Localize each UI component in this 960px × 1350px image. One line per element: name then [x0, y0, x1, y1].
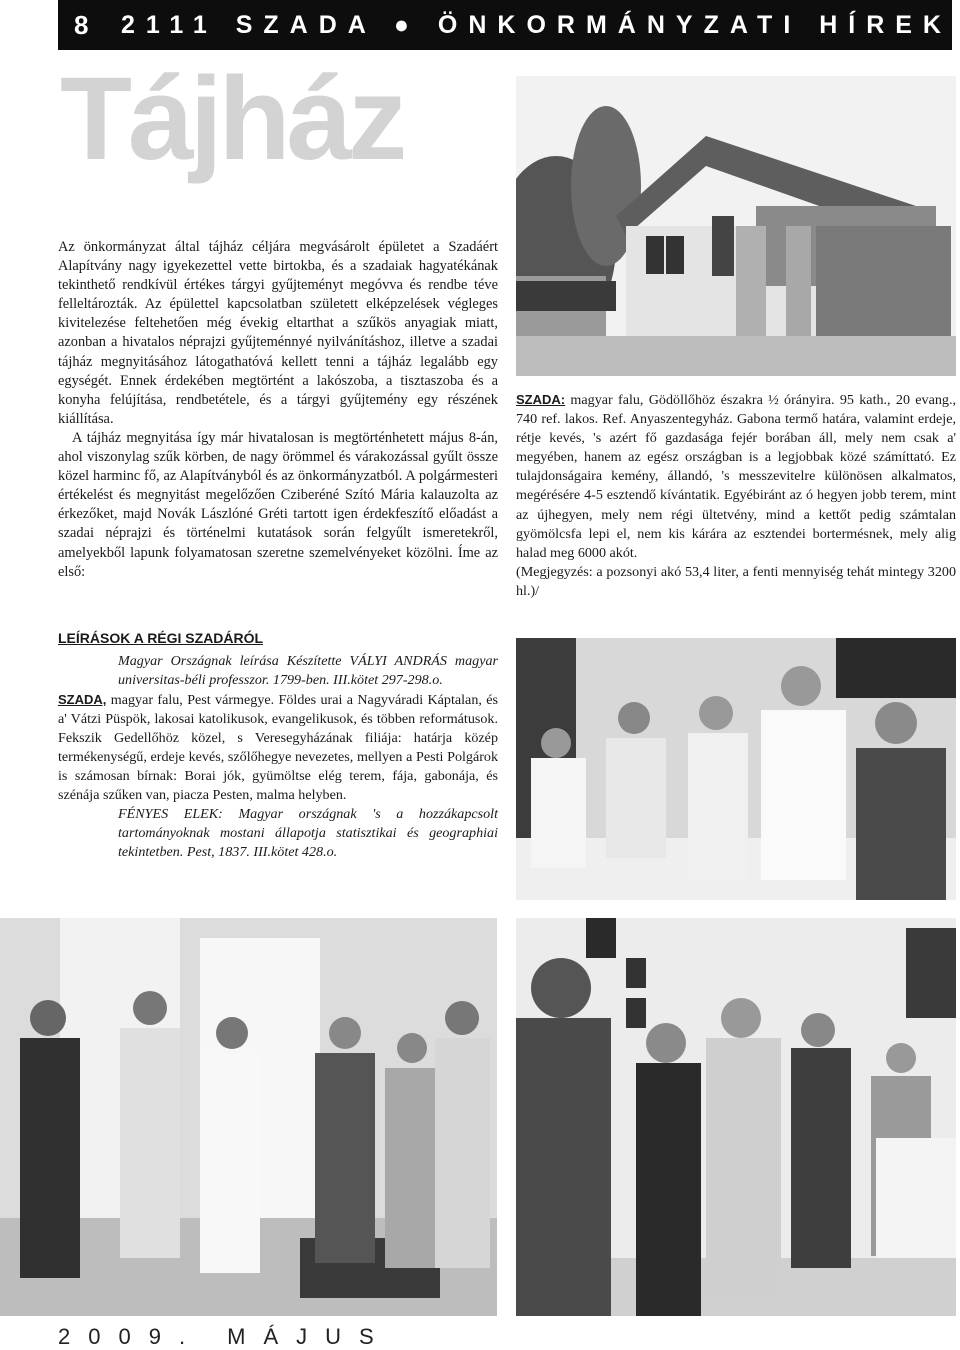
header-title: 2111 SZADA ● ÖNKORMÁNYZATI HÍREK	[120, 10, 952, 39]
article-paragraph: Az önkormányzat által tájház céljára megvásárolt épületet a Szadáért Alapítvány nagy igyekezettel vette birtokba, és a szadaiak hagyatékának tekinthető rendkívül értékes tárgyi gyűjteményt megóvva és rendbe téve felleltározták. Az épülettel kapcsolatban született elképzelések végleges kivitelezése feltehetően még évekig eltarthat a szűkös anyagiak miatt, azonban a hivatalos néprajzi gyűjteménnyé nyilvánításhoz, illetve a szadai tájház megnyitásához látogathatóvá kellett tenni a tájház legalább egy egységét. Ennek érdekében megtörtént a lakószoba, a tisztaszoba és a konyha felújítása, rendbetétele, és a tárgyi gyűjtemény egy részének kiállítása.	[58, 239, 498, 427]
source-citation: Magyar Országnak leírása Készítette VÁLYI ANDRÁS magyar universitas-béli professzor. 1799-ben. III.kötet 297-298.o.	[118, 653, 498, 688]
article-body	[58, 238, 498, 582]
entry-keyword: SZADA,	[58, 692, 107, 707]
page-header	[58, 0, 952, 50]
article-title: Tájház	[60, 53, 404, 185]
group-photo-3	[516, 918, 956, 1316]
source-citation: FÉNYES ELEK: Magyar országnak 's a hozzákapcsolt tartományoknak mostani állapotja statisztikai és geographiai tekintetben. Pest, 1837. III.kötet 428.o.	[118, 806, 498, 860]
description-note: (Megjegyzés: a pozsonyi akó 53,4 liter, a fenti mennyiség tehát mintegy 3200 hl.)/	[516, 563, 956, 599]
house-photo	[516, 76, 956, 376]
description-block	[58, 652, 498, 862]
description-entry-2	[516, 390, 956, 563]
entry-text: magyar falu, Pest vármegye. Földes urai a Nagyváradi Káptalan, és a' Vátzi Püspök, lakosai katolikusok, evangelikusok, és többen reformátusok. Fekszik Gedellőhöz közel, s Veresegyházának filiája: határja közép termékenységű, erdeje kevés, szőlőhegye nevezetes, mellyen a Pesti Polgárok is számosan bírnak: Borai jók, gyümöltse elég terem, fája, gabonája, és szénája szűken van, piacza Pesten, malma helyben.	[58, 692, 498, 803]
group-photo-1	[516, 638, 956, 900]
section-heading: LEÍRÁSOK A RÉGI SZADÁRÓL	[58, 630, 264, 646]
article-paragraph: A tájház megnyitása így már hivatalosan is megtörténhetett május 8-án, ahol viszonylag szűk körben, de nagy örömmel és várakozással gyűlt össze közel harminc fő, az Alapítványból és az önkormányzatból. A polgármesteri értékelést és megnyitást megelőzően Cziberéné Szító Mária kalauzolta az érkezőket, majd Novák Lászlóné Gréti tartott igen érdekfeszítő előadást a szadai néprajzi és történelmi kutatások során felgyűlt ismeretekről, amelyekből lapunk folyamatosan szeretne szemelvényeket közölni. Íme az első:	[58, 429, 498, 580]
entry-keyword: SZADA:	[516, 392, 566, 407]
footer-date: 2009. MÁJUS	[58, 1324, 392, 1349]
description-entry-1	[58, 690, 498, 805]
description-continued	[516, 390, 956, 601]
page-number: 8	[74, 9, 89, 40]
group-photo-2	[0, 918, 497, 1316]
entry-text: magyar falu, Gödöllőhöz északra ½ órányira. 95 kath., 20 evang., 740 ref. lakos. Ref. Anyaszentegyház. Gabona termő határa, valamint erdeje, rétje kevés, 's azért fő gazdasága fejér borában áll, mely nem csak a' megyében, hanem az egész országban is a legjobbak közé számíttató. Ez tulajdonságaira kemény, állandó, 's messzevitelre különösen alkalmatos, megérésére 4-5 esztendő kívántatik. Egyébiránt az ó hegyen jobb terem, mint az újhegyen, mely nem régi ültetvény, mind a kettőt pedig számtalan gyömölcsfa lepi el, nem kis kárára az esztendei bortermésnek, mely alig halad meg 6000 akót.	[516, 392, 956, 561]
